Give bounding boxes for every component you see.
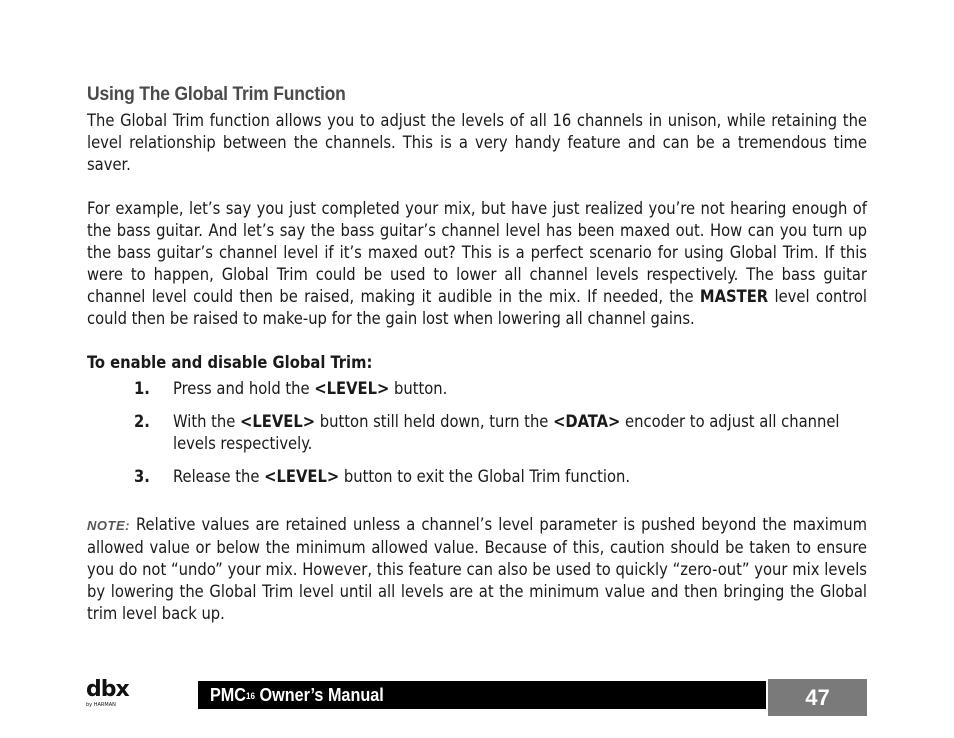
step-number: 2. — [134, 412, 150, 431]
example-text-2: level control could then be raised to make-up for the gain lost when lowering all channel gains. — [87, 287, 867, 328]
manual-title — [210, 684, 384, 706]
intro-text: The Global Trim function allows you to adjust the levels of all 16 channels in unison, while retaining the level relationship between the channels. This is a very handy feature and can be a tremendous time saver. — [87, 111, 867, 174]
intro-paragraph — [87, 110, 867, 176]
step-item — [87, 411, 867, 455]
dbx-logo — [86, 677, 136, 710]
data-keyword: <DATA> — [553, 412, 621, 431]
step-text: button. — [389, 379, 448, 398]
section-heading: Using The Global Trim Function — [87, 84, 346, 105]
step-text: With the — [173, 412, 241, 431]
level-keyword: <LEVEL> — [264, 467, 340, 486]
procedure-steps — [87, 378, 867, 488]
step-text: button to exit the Global Trim function. — [339, 467, 631, 486]
step-text: encoder to adjust all channel levels respectively. — [173, 412, 840, 453]
note-paragraph — [87, 514, 867, 625]
step-item — [87, 378, 867, 400]
note-text: Relative values are retained unless a channel’s level parameter is pushed beyond the maximum allowed value or below the minimum allowed value. Because of this, caution should be taken to ensure you do not “undo” your mix. However, this feature can also be used to quickly “zero-out” your mix levels by lowering the Global Trim level until all levels are at the minimum value and then bringing the Global trim level back up. — [87, 515, 867, 623]
step-item — [87, 466, 867, 488]
master-keyword: MASTER — [699, 287, 769, 306]
product-name: PMC — [210, 685, 246, 705]
example-paragraph — [87, 198, 867, 330]
step-text: Release the — [173, 467, 265, 486]
step-text: button still held down, turn the — [315, 412, 554, 431]
step-text: Press and hold the — [173, 379, 315, 398]
note-label: NOTE: — [87, 518, 130, 533]
level-keyword: <LEVEL> — [314, 379, 390, 398]
page-content — [87, 84, 867, 625]
logo-mark: dbx — [86, 677, 129, 702]
logo-subtext: by HARMAN — [86, 702, 116, 708]
procedure-heading: To enable and disable Global Trim: — [87, 353, 373, 372]
manual-title-text: Owner’s Manual — [255, 685, 384, 705]
step-number: 3. — [134, 467, 150, 486]
page-number-box — [768, 679, 867, 716]
page-number: 47 — [805, 685, 830, 710]
step-number: 1. — [134, 379, 150, 398]
level-keyword: <LEVEL> — [240, 412, 316, 431]
footer-bar — [198, 681, 766, 709]
example-text-1: For example, let’s say you just completed your mix, but have just realized you’re not hearing enough of the bass guitar. And let’s say the bass guitar’s channel level has been maxed out. How can you turn up the bass guitar’s channel level if it’s maxed out? This is a perfect scenario for using Global Trim. If this were to happen, Global Trim could be used to lower all channel levels respectively. The bass guitar channel level could then be raised, making it audible in the mix. If needed, the — [87, 199, 867, 306]
product-superscript: 16 — [246, 691, 256, 701]
